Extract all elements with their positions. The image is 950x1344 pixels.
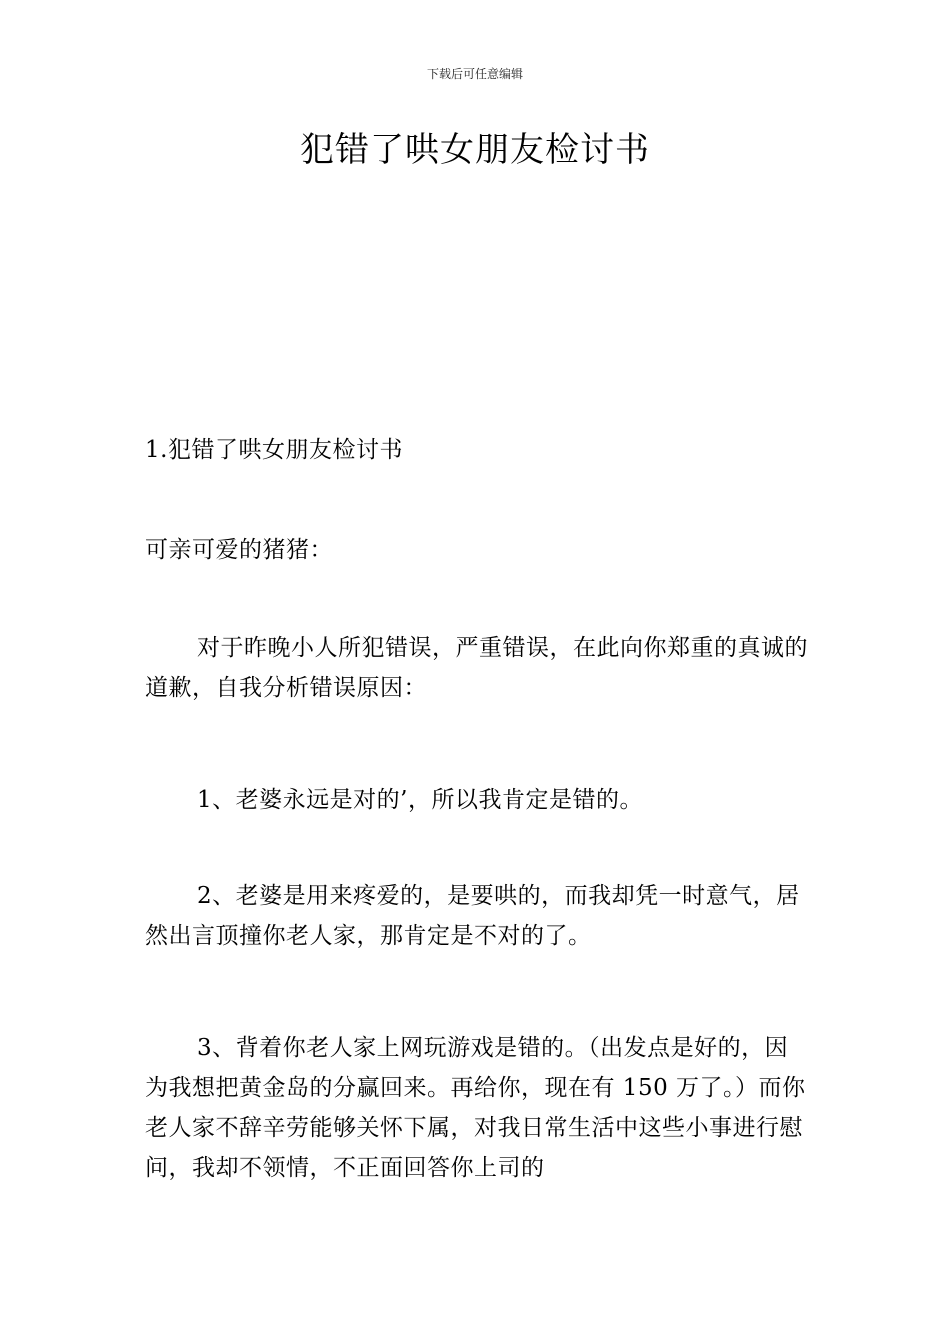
section-heading: 1.犯错了哄女朋友检讨书 — [145, 437, 403, 463]
paragraph-point-3: 3、背着你老人家上网玩游戏是错的。（出发点是好的，因为我想把黄金岛的分赢回来。再给你，现在有 150 万了。）而你老人家不辞辛劳能够关怀下属，对我日常生活中这些小事进行慰问，我却不领情，不正面回答你上司的 — [145, 1035, 806, 1181]
greeting-line: 可亲可爱的猪猪： — [145, 537, 333, 563]
paragraph-intro: 对于昨晚小人所犯错误，严重错误，在此向你郑重的真诚的道歉，自我分析错误原因： — [145, 635, 808, 701]
paragraph-point-2: 2、老婆是用来疼爱的，是要哄的，而我却凭一时意气，居然出言顶撞你老人家，那肯定是不对的了。 — [145, 883, 800, 949]
document-title: 犯错了哄女朋友检讨书 — [300, 130, 650, 170]
header-note: 下载后可任意编辑 — [426, 67, 523, 81]
paragraph-point-1: 1、老婆永远是对的’，所以我肯定是错的。 — [197, 787, 643, 813]
